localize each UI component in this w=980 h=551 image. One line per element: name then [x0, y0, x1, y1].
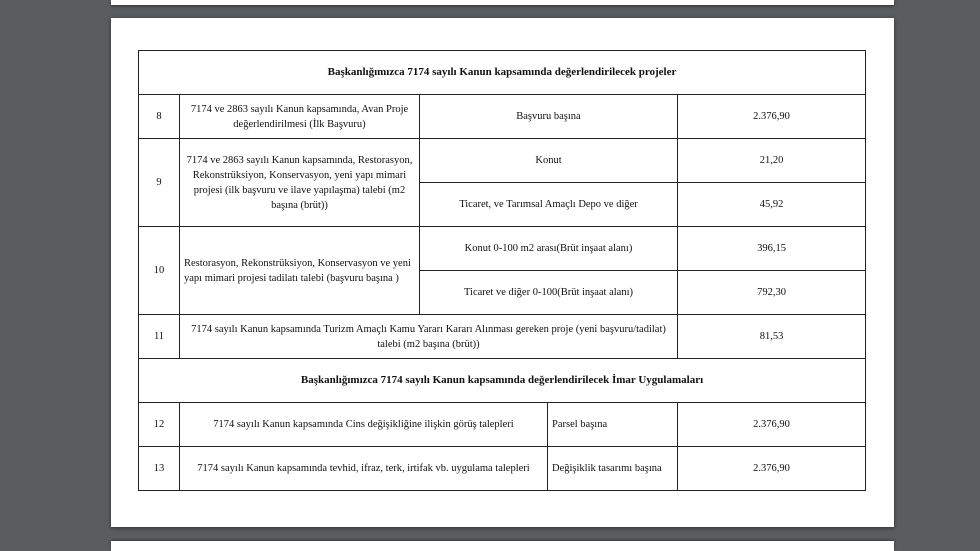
row-unit: Parsel başına — [548, 403, 678, 447]
row-unit: Konut — [420, 139, 678, 183]
table-row-8 — [139, 95, 866, 139]
row-fee: 2.376,90 — [678, 403, 866, 447]
row-number: 8 — [139, 95, 180, 139]
document-page[interactable] — [111, 18, 894, 527]
row-description: 7174 ve 2863 sayılı Kanun kapsamında, Restorasyon, Rekonstrüksiyon, Konservasyon, yeni yapı mimari projesi (ilk başvuru ve ilave yapılaşma) talebi (m2 başına (brüt)) — [180, 139, 420, 227]
section-header-projects: Başkanlığımızca 7174 sayılı Kanun kapsamında değerlendirilecek projeler — [139, 51, 866, 95]
table-row-12 — [139, 403, 866, 447]
row-description: 7174 sayılı Kanun kapsamında Turizm Amaçlı Kamu Yararı Kararı Alınması gereken proje (yeni başvuru/tadilat) talebi (m2 başına (brüt)) — [180, 315, 678, 359]
row-description: 7174 ve 2863 sayılı Kanun kapsamında, Avan Proje değerlendirilmesi (İlk Başvuru) — [180, 95, 420, 139]
row-number: 11 — [139, 315, 180, 359]
row-fee: 792,30 — [678, 271, 866, 315]
row-unit: Ticaret, ve Tarımsal Amaçlı Depo ve diğer — [420, 183, 678, 227]
row-fee: 2.376,90 — [678, 447, 866, 491]
row-number: 10 — [139, 227, 180, 315]
next-page-edge — [111, 541, 894, 551]
section-header-zoning: Başkanlığımızca 7174 sayılı Kanun kapsamında değerlendirilecek İmar Uygulamaları — [139, 359, 866, 403]
row-unit: Ticaret ve diğer 0-100(Brüt inşaat alanı) — [420, 271, 678, 315]
row-unit: Konut 0-100 m2 arası(Brüt inşaat alanı) — [420, 227, 678, 271]
row-number: 13 — [139, 447, 180, 491]
row-fee: 396,15 — [678, 227, 866, 271]
table-row-13 — [139, 447, 866, 491]
row-number: 9 — [139, 139, 180, 227]
row-description: 7174 sayılı Kanun kapsamında Cins değişikliğine ilişkin görüş talepleri — [180, 403, 548, 447]
section-header-row — [139, 359, 866, 403]
row-fee: 45,92 — [678, 183, 866, 227]
row-number: 12 — [139, 403, 180, 447]
row-description: Restorasyon, Rekonstrüksiyon, Konservasyon ve yeni yapı mimari projesi tadilatı talebi (başvuru başına ) — [180, 227, 420, 315]
fee-table — [138, 50, 866, 491]
row-fee: 21,20 — [678, 139, 866, 183]
table-row-10 — [139, 227, 866, 271]
row-unit: Değişiklik tasarımı başına — [548, 447, 678, 491]
table-row-9 — [139, 139, 866, 183]
section-header-row — [139, 51, 866, 95]
row-fee: 2.376,90 — [678, 95, 866, 139]
previous-page-edge — [111, 0, 894, 5]
row-unit: Başvuru başına — [420, 95, 678, 139]
row-description: 7174 sayılı Kanun kapsamında tevhid, ifraz, terk, irtifak vb. uygulama talepleri — [180, 447, 548, 491]
row-fee: 81,53 — [678, 315, 866, 359]
table-row-11 — [139, 315, 866, 359]
